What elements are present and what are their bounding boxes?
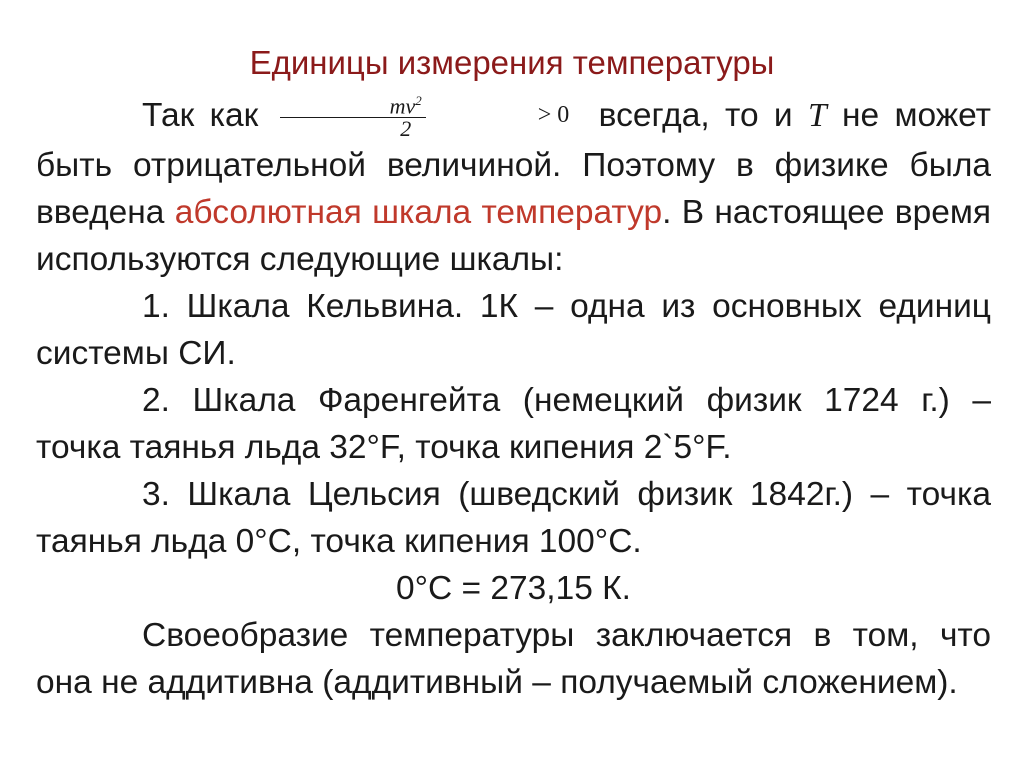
intro-paragraph <box>36 92 991 283</box>
scale-kelvin: 1. Шкала Кельвина. 1К – одна из основных единиц системы СИ. <box>36 288 991 373</box>
intro-rest-1: не может быть отрицательной величиной. Поэтому в физике была введена <box>36 97 992 232</box>
intro-rest-2: . В настоящее время используются следующие шкалы: <box>36 194 992 279</box>
fraction-exponent: 2 <box>415 93 422 108</box>
kinetic-energy-fraction <box>280 90 426 140</box>
scale-fahrenheit: 2. Шкала Фаренгейта (немецкий физик 1724 г.) – точка таянья льда 32°F, точка кипения 2`5°F. <box>36 382 991 467</box>
intro-lead: Так как <box>142 97 259 135</box>
scale-celsius: 3. Шкала Цельсия (шведский физик 1842г.) – точка таянья льда 0°С, точка кипения 100°С. <box>36 476 991 561</box>
slide-body <box>36 92 991 706</box>
conversion-equation: 0°С = 273,15 К. <box>396 570 631 608</box>
comparison-sign: > 0 <box>537 101 570 128</box>
intro-after-fraction: всегда, то и <box>598 97 793 135</box>
temperature-variable: T <box>808 97 827 135</box>
conclusion-paragraph: Своеобразие температуры заключается в том, что она не аддитивна (аддитивный – получаемый сложением). <box>36 617 991 702</box>
absolute-scale-highlight: абсолютная шкала температур <box>174 194 663 232</box>
slide-title: Единицы измерения температуры <box>249 44 775 81</box>
fraction-denominator: 2 <box>400 116 412 142</box>
fraction-numerator: mv <box>389 93 416 119</box>
